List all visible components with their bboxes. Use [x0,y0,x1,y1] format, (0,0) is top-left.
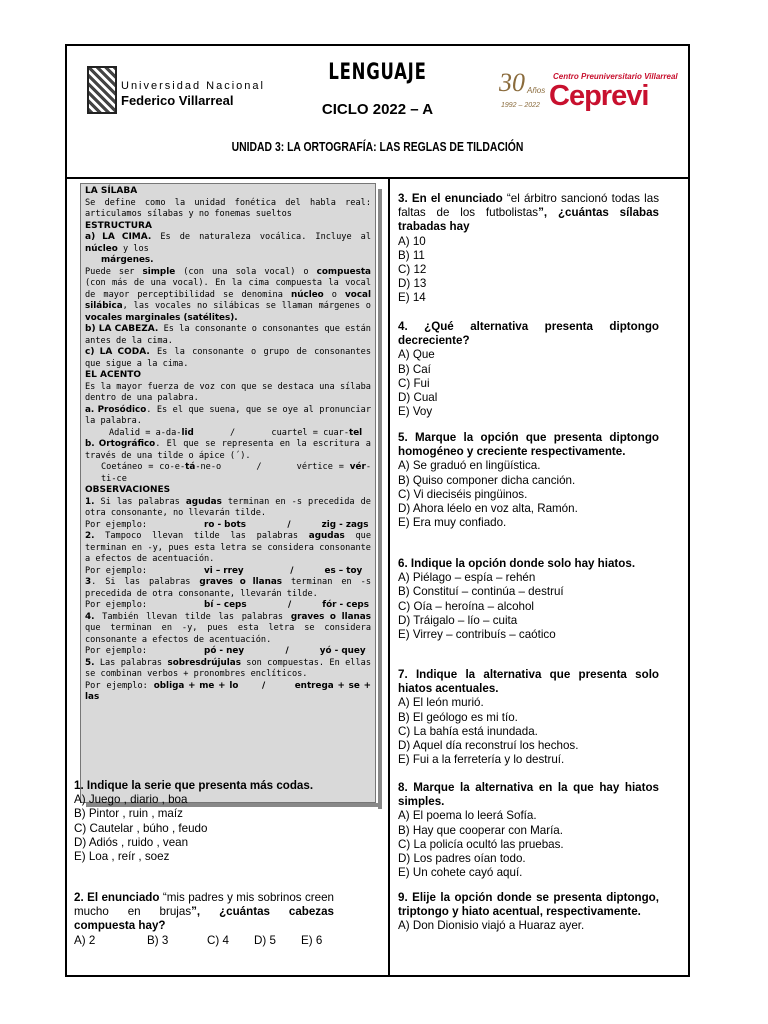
simple: simple [142,266,176,277]
vertice: vértice = [296,462,350,472]
logo-years: 1992 – 2022 [501,102,540,109]
adalid-b: lid [181,427,194,438]
q5-title: 5. Marque la opción que presenta diptongo homogéneo y creciente respectivamente. [398,431,659,459]
cima-text: Es de naturaleza vocálica. Incluye al [151,232,371,242]
q8-opt-e: E) Un cohete cayó aquí. [398,866,523,880]
question-7 [398,668,659,767]
o4-a: También llevan tilde las palabras [94,611,291,622]
q2-opt-a: A) 2 [74,933,96,947]
cima-nucleo: núcleo [85,243,118,254]
por-ejemplo: Por ejemplo: [85,646,148,656]
box-shadow [378,189,382,809]
prosodico-label: a. Prosódico [85,404,147,415]
q8-opt-d: D) Los padres oían todo. [398,852,526,866]
q7-opt-c: C) La bahía está inundada. [398,724,538,738]
puede5: , las vocales no silábicas se llaman márgenes o [122,301,371,311]
question-2 [74,891,334,948]
cabeza-text: Es la consonante o consonantes que están antes de la cima. [85,324,371,346]
nucleo: núcleo [290,289,324,300]
adalid: Adalid = a-da- [109,427,182,438]
q3-t-b: “el árbitro sancionó todas las faltas de los futbolistas [398,192,659,220]
question-1 [74,779,332,864]
q4-opt-e: E) Voy [398,405,433,419]
q5-opt-b: B) Quiso componer dicha canción. [398,473,576,487]
q1-title: 1. Indique la serie que presenta más codas. [74,779,314,792]
o5-a: Las palabras [94,657,168,668]
q1-opt-e: E) Loa , reír , soez [74,850,170,864]
logo-name: Ceprevi [549,80,649,112]
h-silaba: LA SÍLABA [85,186,138,196]
q6-opt-e: E) Virrey – contribuís – caótico [398,628,556,642]
q5-opt-c: C) Vi dieciséis pingüinos. [398,487,528,501]
ortografico-label: b. Ortográfico [85,439,156,449]
q7-opt-b: B) El geólogo es mi tío. [398,710,518,724]
q1-opt-d: D) Adiós , ruido , vean [74,835,189,849]
o2-b: agudas [308,531,345,541]
ex1a: ro - bots [204,519,246,530]
puede4: o [323,289,346,300]
q6-opt-b: B) Constituí – continúa – destruí [398,585,564,599]
q6-title: 6. Indique la opción donde solo hay hiatos. [398,557,636,570]
q7-opt-d: D) Aquel día reconstruí los hechos. [398,739,579,753]
ex4a: pó - ney [204,646,245,656]
page-title: LENGUAJE [328,60,427,85]
ex5a: obliga + me + lo [153,680,239,691]
por-ejemplo: Por ejemplo: [85,565,148,576]
vertice-b: vér [349,462,366,472]
vocal-silabica: vocal silábica [85,289,371,311]
ceprevi-logo [499,68,684,118]
puede2: (con una sola vocal) o [175,266,317,277]
slash: / [287,519,291,530]
slash: / [287,600,292,610]
coda-text: Es la consonante o grupo de consonantes que sigue a la cima. [85,347,371,369]
q4-opt-c: C) Fui [398,376,430,390]
q7-opt-a: A) El león murió. [398,696,484,710]
puede3: (con más de una vocal). En la cima compuesta la vocal de mayor perceptibilidad se denomina [85,278,371,300]
cuartel-b: tel [349,427,363,438]
q2-opt-b: B) 3 [147,933,169,947]
ex1b: zig - zags [321,519,369,530]
h-acento: EL ACENTO [85,370,142,380]
q9-title: 9. Elije la opción donde se presenta diptongo, triptongo y hiato acentual, respectivamente. [398,891,659,919]
q4-opt-b: B) Caí [398,362,431,376]
q1-opt-c: C) Cautelar , búho , feudo [74,821,208,835]
q6-opt-a: A) Piélago – espía – rehén [398,571,536,585]
cima-margenes: márgenes. [101,255,154,265]
coetaneo-end: -ne-o [195,462,222,472]
o5-n: 5. [85,657,95,668]
q8-opt-b: B) Hay que cooperar con María. [398,823,563,837]
ex5b: entrega + se + las [85,680,371,702]
q2-t-a: 2. El enunciado [74,891,163,904]
q2-opt-e: E) 6 [301,933,323,947]
q1-opt-a: A) Juego , diario , boa [74,793,188,807]
q3-t-a: 3. En el enunciado [398,192,507,205]
q3-opt-b: B) 11 [398,248,425,262]
q5-opt-d: D) Ahora léelo en voz alta, Ramón. [398,502,578,516]
ex2a: vi – rrey [204,565,244,576]
ex2b: es – toy [324,565,363,576]
theory-text [85,186,371,704]
ex4b: yó - quey [319,646,366,656]
question-9 [398,891,659,934]
o2-n: 2. [85,531,95,541]
cabeza-label: b) LA CABEZA. [85,324,159,334]
cuartel: cuartel = cuar- [271,427,349,438]
q3-opt-e: E) 14 [398,291,426,305]
o1-c: terminan en -s precedida de otra consonante, no llevarán tilde. [85,496,371,518]
slash: / [285,646,289,656]
q8-title: 8. Marque la alternativa en la que hay hiatos simples. [398,781,659,809]
question-8 [398,781,659,880]
unidad-heading: UNIDAD 3: LA ORTOGRAFÍA: LAS REGLAS DE TILDACIÓN [231,139,524,154]
o5-b: sobresdrújulas [167,657,241,668]
q4-title: 4. ¿Qué alternativa presenta diptongo decreciente? [398,320,659,348]
por-ejemplo: Por ejemplo: [85,519,148,530]
q2-opt-d: D) 5 [254,933,276,947]
q4-opt-a: A) Que [398,348,435,362]
q3-opt-d: D) 13 [398,277,427,291]
puede1: Puede ser [85,266,143,277]
cima-label: a) LA CIMA. [85,232,152,242]
question-5 [398,431,659,530]
vocales-marginales: vocales marginales (satélites). [85,312,238,323]
o3-n: 3 [85,577,92,587]
acento-def: Es la mayor fuerza de voz con que se destaca una sílaba dentro de una palabra. [85,381,371,403]
por-ejemplo: Por ejemplo: [85,680,148,691]
q5-opt-e: E) Era muy confiado. [398,516,507,530]
silaba-def: Se define como la unidad fonética del habla real: articulamos sílabas y no fonemas sueltos [85,197,371,219]
column-divider [388,177,390,975]
header [67,46,688,179]
q2-t-b: “mis padres y mis sobrinos creen mucho en brujas [74,891,334,919]
o5-c: son compuestas. En ellas se combinan verbos + pronombres enclíticos. [85,657,371,679]
page-frame [65,44,690,977]
univ-line1: Universidad Nacional [121,80,265,92]
prosodico-text: . Es el que suena, que se oye al pronunciar la palabra. [85,404,371,426]
question-3 [398,192,659,306]
o4-n: 4. [85,611,95,622]
q8-opt-c: C) La policía ocultó las pruebas. [398,837,564,851]
question-4 [398,320,659,419]
q4-opt-d: D) Cual [398,391,438,405]
logo-centro: Centro Preuniversitario Villarreal [553,72,678,81]
cima-text2: y los [117,243,149,254]
o1-b: agudas [185,496,222,507]
o1-a: Si las palabras [94,496,186,507]
ex3a: bí – ceps [204,600,247,610]
q8-opt-a: A) El poema lo leerá Sofía. [398,809,537,823]
q5-opt-a: A) Se graduó en lingüística. [398,459,541,473]
ortografico-text: . El que se representa en la escritura a través de una tilde o ápice (´). [85,439,371,461]
slash: / [262,680,266,691]
q3-opt-a: A) 10 [398,234,426,248]
o2-c: que terminan en -y, pues esta letra se considera consonante a efectos de acentuación. [85,531,371,564]
h-estructura: ESTRUCTURA [85,220,152,231]
ex3b: fór - ceps [322,600,369,610]
o2-a: Tampoco llevan tilde las palabras [94,531,309,541]
slash: / [229,427,236,438]
q2-t-c: ”, ¿cuántas cabezas compuesta hay? [74,905,335,933]
o3-a: . Si las palabras [91,577,200,587]
coetaneo-b: tá [185,462,196,472]
slash: / [290,565,294,576]
logo-anos: Años [527,86,546,95]
vertice-end: -ti-ce [101,462,371,484]
o3-b: graves o llanas [199,577,283,587]
logo-30: 30 [499,68,525,97]
q6-opt-d: D) Tráigalo – lío – cuita [398,613,518,627]
q3-opt-c: C) 12 [398,263,427,277]
o4-b: graves o llanas [290,611,371,622]
por-ejemplo: Por ejemplo: [85,600,148,610]
theory-box [80,183,376,803]
q9-opt-a: A) Don Dionisio viajó a Huaraz ayer. [398,919,585,933]
q2-opt-c: C) 4 [207,933,229,947]
o4-c: que terminan en -y, pues esta letra se considera consonante a efectos de acentuación. [85,623,371,645]
h-obs: OBSERVACIONES [85,485,171,495]
q6-opt-c: C) Oía – heroína – alcohol [398,599,534,613]
q2-options [74,934,334,948]
coetaneo: Coetáneo = co-e- [101,462,186,472]
univ-line2: Federico Villarreal [121,93,234,108]
q7-title: 7. Indique la alternativa que presenta solo hiatos acentuales. [398,668,659,696]
slash: / [256,462,262,472]
question-6 [398,557,659,642]
o1-n: 1. [85,496,95,507]
o3-c: terminan en -s precedida de otra consonante, llevarán tilde. [85,577,371,599]
coda-label: c) LA CODA. [85,347,150,357]
ciclo-label: CICLO 2022 – A [321,101,434,118]
q7-opt-e: E) Fui a la ferretería y lo destruí. [398,753,565,767]
compuesta: compuesta [316,266,371,277]
q3-t-c: ”, ¿cuántas sílabas trabadas hay [398,206,659,234]
q1-opt-b: B) Pintor , ruin , maíz [74,807,183,821]
